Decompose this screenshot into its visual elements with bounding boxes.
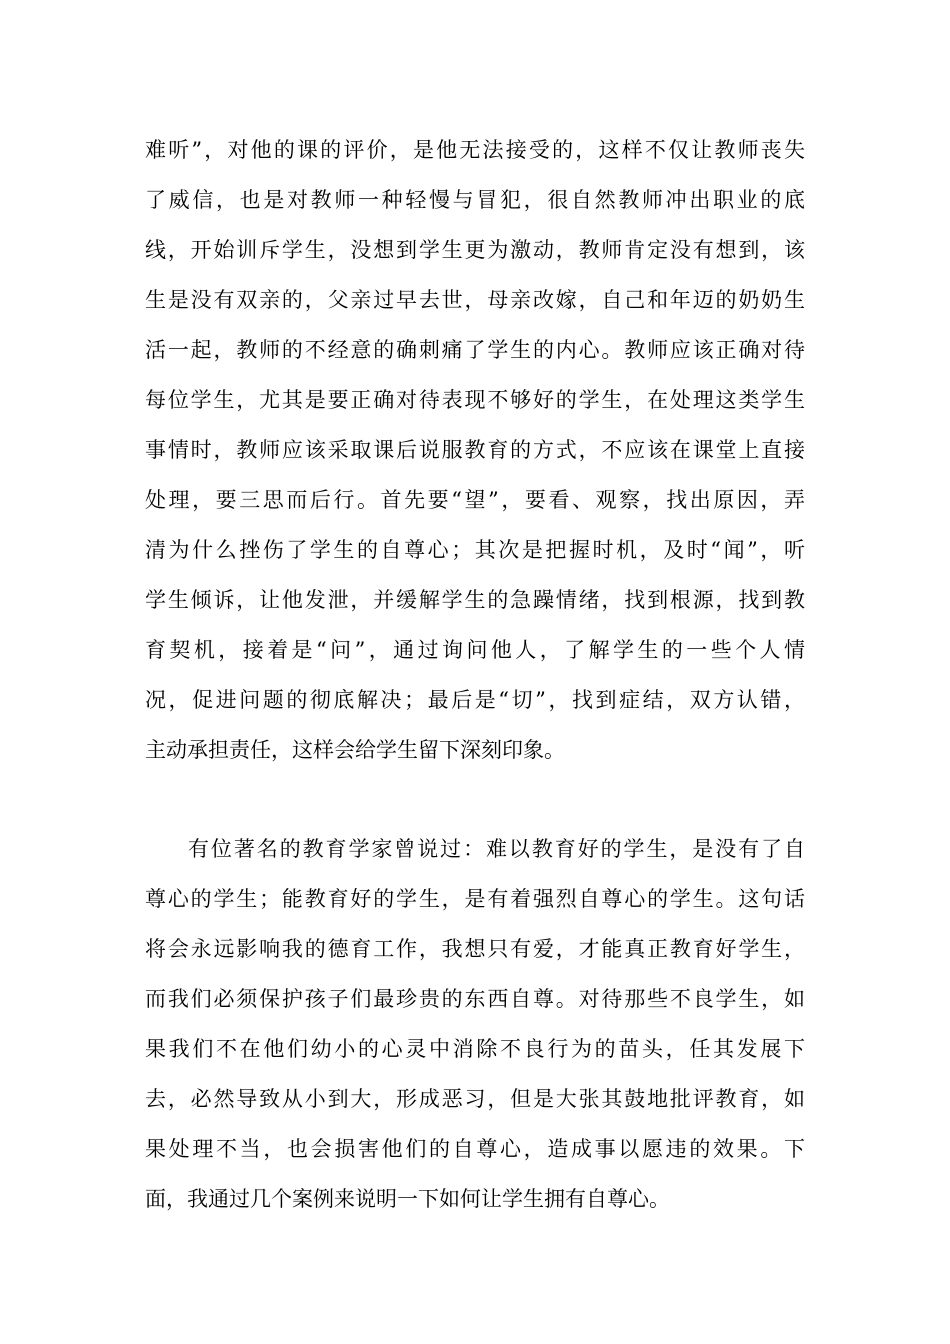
text-line: 果我们不在他们幼小的心灵中消除不良行为的苗头，任其发展下 xyxy=(145,1037,805,1061)
text-line: 难听”，对他的课的评价，是他无法接受的，这样不仅让教师丧失 xyxy=(145,138,805,162)
text-line: 去，必然导致从小到大，形成恶习，但是大张其鼓地批评教育，如 xyxy=(145,1087,805,1111)
text-line: 线，开始训斥学生，没想到学生更为激动，教师肯定没有想到，该 xyxy=(145,238,805,262)
text-line: 果处理不当，也会损害他们的自尊心，造成事以愿违的效果。下 xyxy=(145,1137,805,1161)
text-line: 况，促进问题的彻底解决；最后是“切”，找到症结，双方认错， xyxy=(145,688,805,712)
text-line: 面，我通过几个案例来说明一下如何让学生拥有自尊心。 xyxy=(145,1187,670,1211)
text-line: 生是没有双亲的，父亲过早去世，母亲改嫁，自己和年迈的奶奶生 xyxy=(145,288,805,312)
text-line: 处理，要三思而后行。首先要“望”，要看、观察，找出原因，弄 xyxy=(145,488,805,512)
text-line: 将会永远影响我的德育工作，我想只有爱，才能真正教育好学生， xyxy=(145,937,805,961)
text-line: 有位著名的教育学家曾说过：难以教育好的学生，是没有了自 xyxy=(188,837,805,861)
text-line: 尊心的学生；能教育好的学生，是有着强烈自尊心的学生。这句话 xyxy=(145,887,805,911)
text-line: 而我们必须保护孩子们最珍贵的东西自尊。对待那些不良学生，如 xyxy=(145,987,805,1011)
text-line: 学生倾诉，让他发泄，并缓解学生的急躁情绪，找到根源，找到教 xyxy=(145,588,805,612)
text-line: 清为什么挫伤了学生的自尊心；其次是把握时机，及时“闻”，听 xyxy=(145,538,805,562)
text-line: 每位学生，尤其是要正确对待表现不够好的学生，在处理这类学生 xyxy=(145,388,805,412)
text-line: 事情时，教师应该采取课后说服教育的方式，不应该在课堂上直接 xyxy=(145,438,805,462)
text-line: 活一起，教师的不经意的确刺痛了学生的内心。教师应该正确对待 xyxy=(145,338,805,362)
text-line: 育契机，接着是“问”，通过询问他人，了解学生的一些个人情 xyxy=(145,638,805,662)
text-line: 了威信，也是对教师一种轻慢与冒犯，很自然教师冲出职业的底 xyxy=(145,188,805,212)
text-line: 主动承担责任，这样会给学生留下深刻印象。 xyxy=(145,738,565,762)
